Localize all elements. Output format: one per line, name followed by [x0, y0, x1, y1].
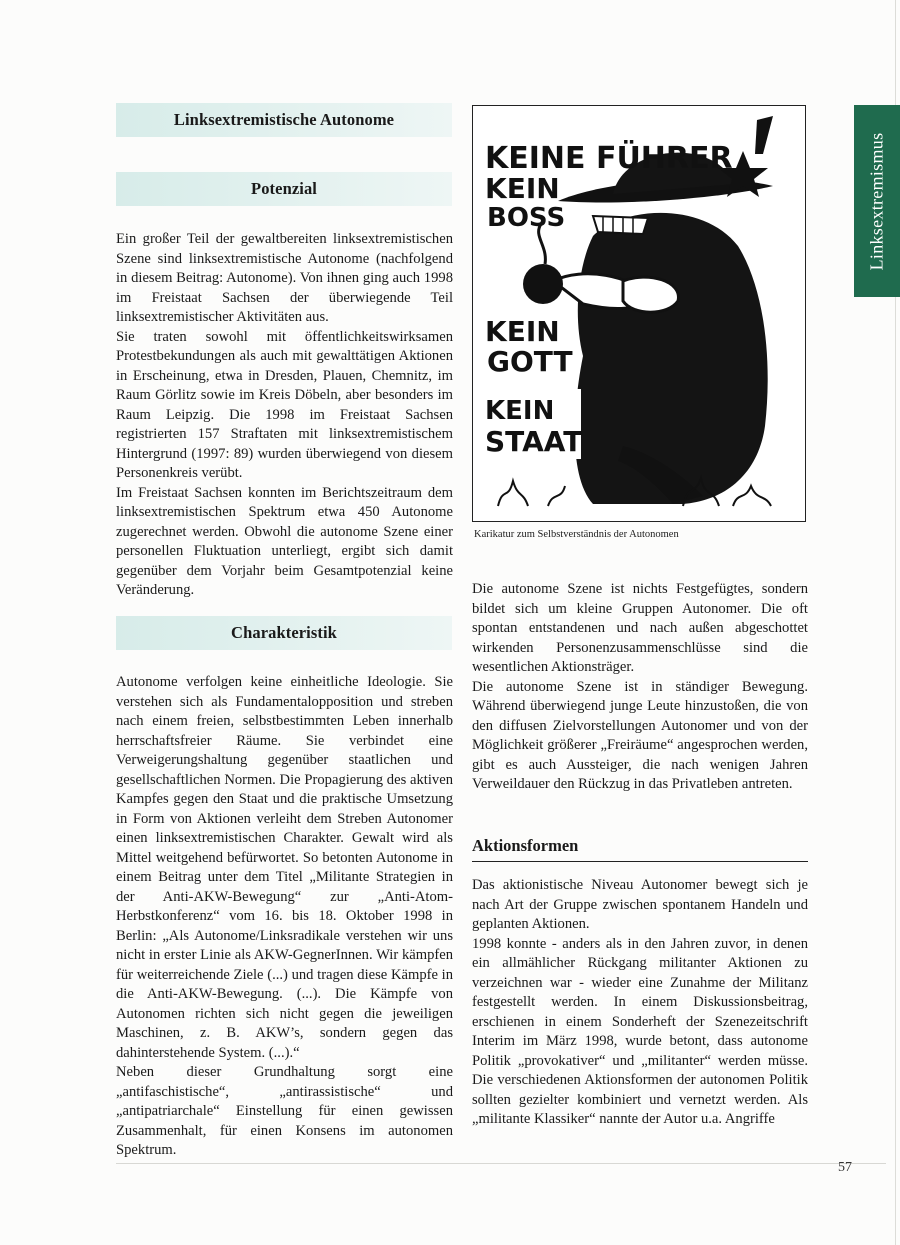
- cartoon-text-keine-fuehrer: KEINE FÜHRER: [485, 141, 733, 176]
- footer-rule: [116, 1163, 886, 1164]
- cartoon-text-gott: GOTT: [487, 345, 573, 378]
- potenzial-heading: Potenzial: [251, 179, 317, 198]
- paragraph: Sie traten sowohl mit öffentlichkeitswirksamen Protestbekundungen als auch mit gewalttätigen Aktionen in Erscheinung, etwa in Dresden, Plauen, Chemnitz, im Raum Görlitz sowie im Kreis Döbeln, aber besonders im Raum Leipzig. Die 1998 im Freistaat Sachsen registrierten 157 Straftaten mit linksextremistischem Hintergrund (1997: 89) wurden überwiegend von diesem Personenkreis verübt.: [116, 328, 453, 481]
- paragraph: Die autonome Szene ist nichts Festgefügtes, sondern bildet sich um kleine Gruppen Autonomer. Die oft spontan entstandenen und nach außen abgeschottet wirkenden Personenzusammenschlüsse sind die wesentlichen Aktionsträger.: [472, 581, 808, 675]
- cartoon-text-kein-3: KEIN: [485, 396, 555, 426]
- page-number: 57: [838, 1160, 852, 1175]
- paragraph: Ein großer Teil der gewaltbereiten linksextremistischen Szene sind linksextremistische Autonome (nachfolgend in diesem Beitrag: Autonome). Von ihnen ging auch 1998 im Freistaat Sachsen der überwiegende Teil linksextremistischer Aktivitäten aus.: [116, 231, 453, 325]
- chapter-tab-label: Linksextremismus: [866, 132, 887, 270]
- section-title-band: [116, 103, 452, 137]
- right-column-text: [472, 580, 808, 795]
- paragraph: Neben dieser Grundhaltung sorgt eine „antifaschistische“, „antirassistische“ und „antipatriarchale“ Einstellung für einen gewissen Zusammenhalt, für einen Konsens im autonomen Spektrum.: [116, 1064, 453, 1158]
- paragraph: 1998 konnte - anders als in den Jahren zuvor, in denen ein allmählicher Rückgang militanter Aktionen zu verzeichnen war - wieder eine Zunahme der Militanz festgestellt werden. In einem Diskussionsbeitrag, erschienen in einem Sonderheft der Szenezeitschrift Interim im März 1998, wurde betont, dass autonome Politik „provokativer“ und „militanter“ werden müsse. Die verschiedenen Aktionsformen der autonomen Politik sollten gezielter kombiniert und vernetzt werden. Als „militante Klassiker“ nannte der Autor u.a. Angriffe: [472, 935, 808, 1127]
- cartoon-text-kein-2: KEIN: [485, 315, 560, 348]
- paragraph: Das aktionistische Niveau Autonomer bewegt sich je nach Art der Gruppe zwischen spontanem Handeln und geplanten Aktionen.: [472, 877, 808, 932]
- paragraph: Im Freistaat Sachsen konnten im Berichtszeitraum dem linksextremistischen Spektrum etwa 450 Autonome zugerechnet werden. Obwohl die autonome Szene einer personellen Fluktuation unterliegt, ergibt sich damit gegenüber dem Vorjahr beim Gesamtpotenzial keine Veränderung.: [116, 484, 453, 598]
- cartoon-text-kein-1: KEIN: [485, 172, 560, 205]
- cartoon-text-boss: BOSS: [487, 203, 566, 233]
- section-title: Linksextremistische Autonome: [173, 110, 395, 129]
- aktionsformen-text: [472, 876, 808, 1130]
- charakteristik-heading-band: [116, 616, 452, 650]
- aktionsformen-heading: Aktionsformen: [472, 836, 808, 862]
- cartoon-text-staat: STAAT: [485, 425, 583, 458]
- potenzial-heading-band: [116, 172, 452, 206]
- paragraph: Die autonome Szene ist in ständiger Bewegung. Während überwiegend junge Leute hinzustoßen, die von den diffusen Zielvorstellungen Autonomer und von der Möglichkeit größerer „Freiräume“ angesprochen werden, gibt es auch Aussteiger, die nach wenigen Jahren Verweildauer den Rückzug in das Privatleben antreten.: [472, 678, 808, 792]
- charakteristik-heading: Charakteristik: [231, 623, 337, 642]
- potenzial-text: [116, 230, 453, 601]
- chapter-tab: [854, 105, 900, 297]
- cartoon-drawing: [473, 106, 804, 520]
- cartoon-image: [472, 105, 806, 522]
- charakteristik-text: [116, 673, 453, 1161]
- paragraph: Autonome verfolgen keine einheitliche Ideologie. Sie verstehen sich als Fundamentalopposition und streben nach einem freien, selbstbestimmten Leben innerhalb herrschaftsfreier Räume. Sie verbindet eine Verweigerungshaltung gegenüber staatlichen und gesellschaftlichen Normen. Die Propagierung des aktiven Kampfes gegen den Staat und die praktische Umsetzung in Form von Aktionen verleiht dem Streben Autonomer einen linksextremistischen Charakter. Gewalt wird als Mittel weitgehend befürwortet. So betonten Autonome in einem Beitrag unter dem Titel „Militante Strategien in der Anti-AKW-Bewegung“ zur „Anti-Atom-Herbstkonferenz“ vom 16. bis 18. Oktober 1998 in Berlin: „Als Autonome/Linksradikale verstehen wir uns nicht in erster Linie als AKW-GegnerInnen. Wir kämpfen für weiterreichende Ziele (...) und tragen diese Kämpfe in die Anti-AKW-Bewegung. (...). Die Kämpfe von Autonomen richten sich nicht gegen die jeweiligen Maschinen, z. B. AKW’s, sondern gegen das dahinterstehende System. (...).“: [116, 674, 453, 1061]
- cartoon-caption: Karikatur zum Selbstverständnis der Autonomen: [474, 529, 679, 540]
